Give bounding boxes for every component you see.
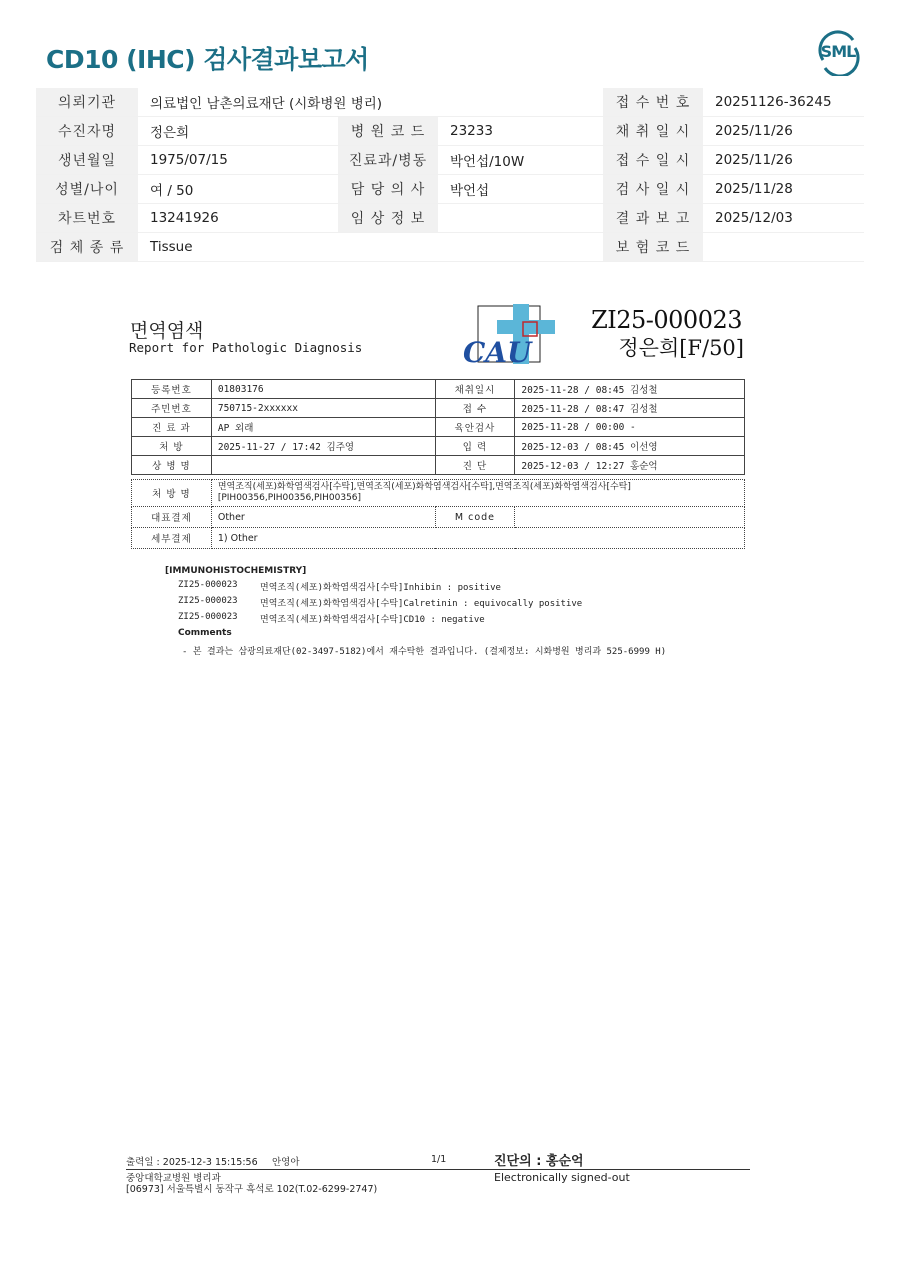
label-registration-no: 등록번호 [132,380,212,399]
value-gross-exam: 2025-11-28 / 00:00 - [515,418,745,437]
label-collection-time: 채취일시 [435,380,515,399]
report-detail-table [131,379,745,475]
report-row [132,399,745,418]
ihc-result: 면역조직(세포)화학염색검사[수탁]Inhibin : positive [260,583,501,593]
ihc-result: 면역조직(세포)화학염색검사[수탁]Calretinin : equivocally positive [260,599,583,609]
value-receipt-number: 20251126-36245 [703,88,864,117]
sml-logo-text: SML [820,42,856,61]
value-collection-time: 2025-11-28 / 08:45 김성철 [515,380,745,399]
value-resident-no: 750715-2xxxxxx [211,399,435,418]
value-diagnosis: 2025-12-03 / 12:27 홍순억 [515,456,745,475]
value-specimen-type: Tissue [138,233,603,262]
ihc-line [165,612,666,628]
label-test-date: 검 사 일 시 [603,175,703,204]
label-receipt-number: 접 수 번 호 [603,88,703,117]
label-detail-result: 세부결제 [132,528,212,549]
cau-logo-text: CAU [463,336,532,366]
label-sex-age: 성별/나이 [36,175,138,204]
label-collection-date: 채 취 일 시 [603,117,703,146]
ihc-case-no: ZI25-000023 [178,596,238,606]
value-detail-result: 1) Other [211,528,744,549]
label-patient-name: 수진자명 [36,117,138,146]
report-row [132,380,745,399]
value-department: 박언섭/10W [438,146,603,175]
value-collection-date: 2025/11/26 [703,117,864,146]
value-test-date: 2025/11/28 [703,175,864,204]
value-physician: 박언섭 [438,175,603,204]
report-row [132,418,745,437]
ihc-results [165,566,666,657]
ihc-line [165,596,666,612]
label-order: 처 방 [132,437,212,456]
page-number: 1/1 [431,1154,447,1165]
info-row [36,204,864,233]
value-chart-number: 13241926 [138,204,338,233]
value-hospital-code: 23233 [438,117,603,146]
label-clinical-info: 임 상 정 보 [338,204,438,233]
value-result-report: 2025/12/03 [703,204,864,233]
info-row [36,146,864,175]
label-diagnosis-name: 상 병 명 [132,456,212,475]
report-title: CD10 (IHC) 검사결과보고서 [46,45,369,74]
signed-out-note: Electronically signed-out [494,1171,630,1184]
comment-text: - 본 결과는 삼광의료재단(02-3497-5182)에서 재수탁한 결과입니다. (결제정보: 시화병원 병리과 525-6999 H) [182,647,667,657]
cau-logo [461,304,556,366]
value-clinical-info [438,204,603,233]
value-insurance-code [703,233,864,262]
label-gross-exam: 육안검사 [435,418,515,437]
case-number: ZI25-000023 [591,306,742,334]
patient-info-table [36,88,864,262]
label-chart-number: 차트번호 [36,204,138,233]
ihc-result: 면역조직(세포)화학염색검사[수탁]CD10 : negative [260,615,485,625]
sml-logo [815,30,861,76]
ihc-case-no: ZI25-000023 [178,612,238,622]
label-insurance-code: 보 험 코 드 [603,233,703,262]
report-row [132,507,745,528]
value-receipt-date: 2025/11/26 [703,146,864,175]
label-referring-institution: 의뢰기관 [36,88,138,117]
hospital-name: 중앙대학교병원 병리과 [126,1173,221,1184]
value-m-code [515,507,745,528]
diagnosing-doctor: 진단의 : 홍순억 [494,1154,584,1169]
report-row [132,456,745,475]
value-referring-institution: 의료법인 남촌의료재단 (시화병원 병리) [138,88,603,117]
label-main-result: 대표결제 [132,507,212,528]
order-name-line1: 면역조직(세포)화학염색검사[수탁],면역조직(세포)화학염색검사[수탁],면역조직(세포)화학염색검사[수탁] [217,482,631,492]
print-user: 안영아 [272,1157,300,1168]
value-reception: 2025-11-28 / 08:47 김성철 [515,399,745,418]
value-order: 2025-11-27 / 17:42 김주영 [211,437,435,456]
report-row [132,437,745,456]
label-order-name: 처 방 명 [132,480,212,507]
label-result-report: 결 과 보 고 [603,204,703,233]
label-birth-date: 생년월일 [36,146,138,175]
info-row [36,117,864,146]
ihc-line [165,580,666,596]
report-row [132,480,745,507]
label-hospital-code: 병 원 코 드 [338,117,438,146]
label-input: 입 력 [435,437,515,456]
report-title-ko: 면역염색 [130,320,204,342]
label-resident-no: 주민번호 [132,399,212,418]
label-department: 진료과/병동 [338,146,438,175]
label-physician: 담 당 의 사 [338,175,438,204]
value-diagnosis-name [211,456,435,475]
value-birth-date: 1975/07/15 [138,146,338,175]
ihc-case-no: ZI25-000023 [178,580,238,590]
order-name-line2: [PIH00356,PIH00356,PIH00356] [217,493,362,503]
value-department: AP 외래 [211,418,435,437]
hospital-address: [06973] 서울특별시 동작구 흑석로 102(T.02-6299-2747) [126,1184,378,1195]
label-reception: 접 수 [435,399,515,418]
value-registration-no: 01803176 [211,380,435,399]
value-sex-age: 여 / 50 [138,175,338,204]
value-main-result: Other [211,507,435,528]
report-title-en: Report for Pathologic Diagnosis [129,340,363,355]
report-order-table [131,479,745,549]
value-input: 2025-12-03 / 08:45 이선영 [515,437,745,456]
value-patient-name: 정은희 [138,117,338,146]
info-row [36,175,864,204]
case-patient: 정은희[F/50] [618,336,744,360]
comments-label: Comments [178,628,232,638]
report-row [132,528,745,549]
print-date: 출력일 : 2025-12-3 15:15:56 [126,1157,258,1168]
label-specimen-type: 검 체 종 류 [36,233,138,262]
info-row [36,233,864,262]
label-receipt-date: 접 수 일 시 [603,146,703,175]
label-department: 진 료 과 [132,418,212,437]
ihc-heading: [IMMUNOHISTOCHEMISTRY] [165,566,307,576]
label-diagnosis: 진 단 [435,456,515,475]
label-m-code: M code [435,507,515,528]
value-order-name [211,480,744,507]
info-row [36,88,864,117]
